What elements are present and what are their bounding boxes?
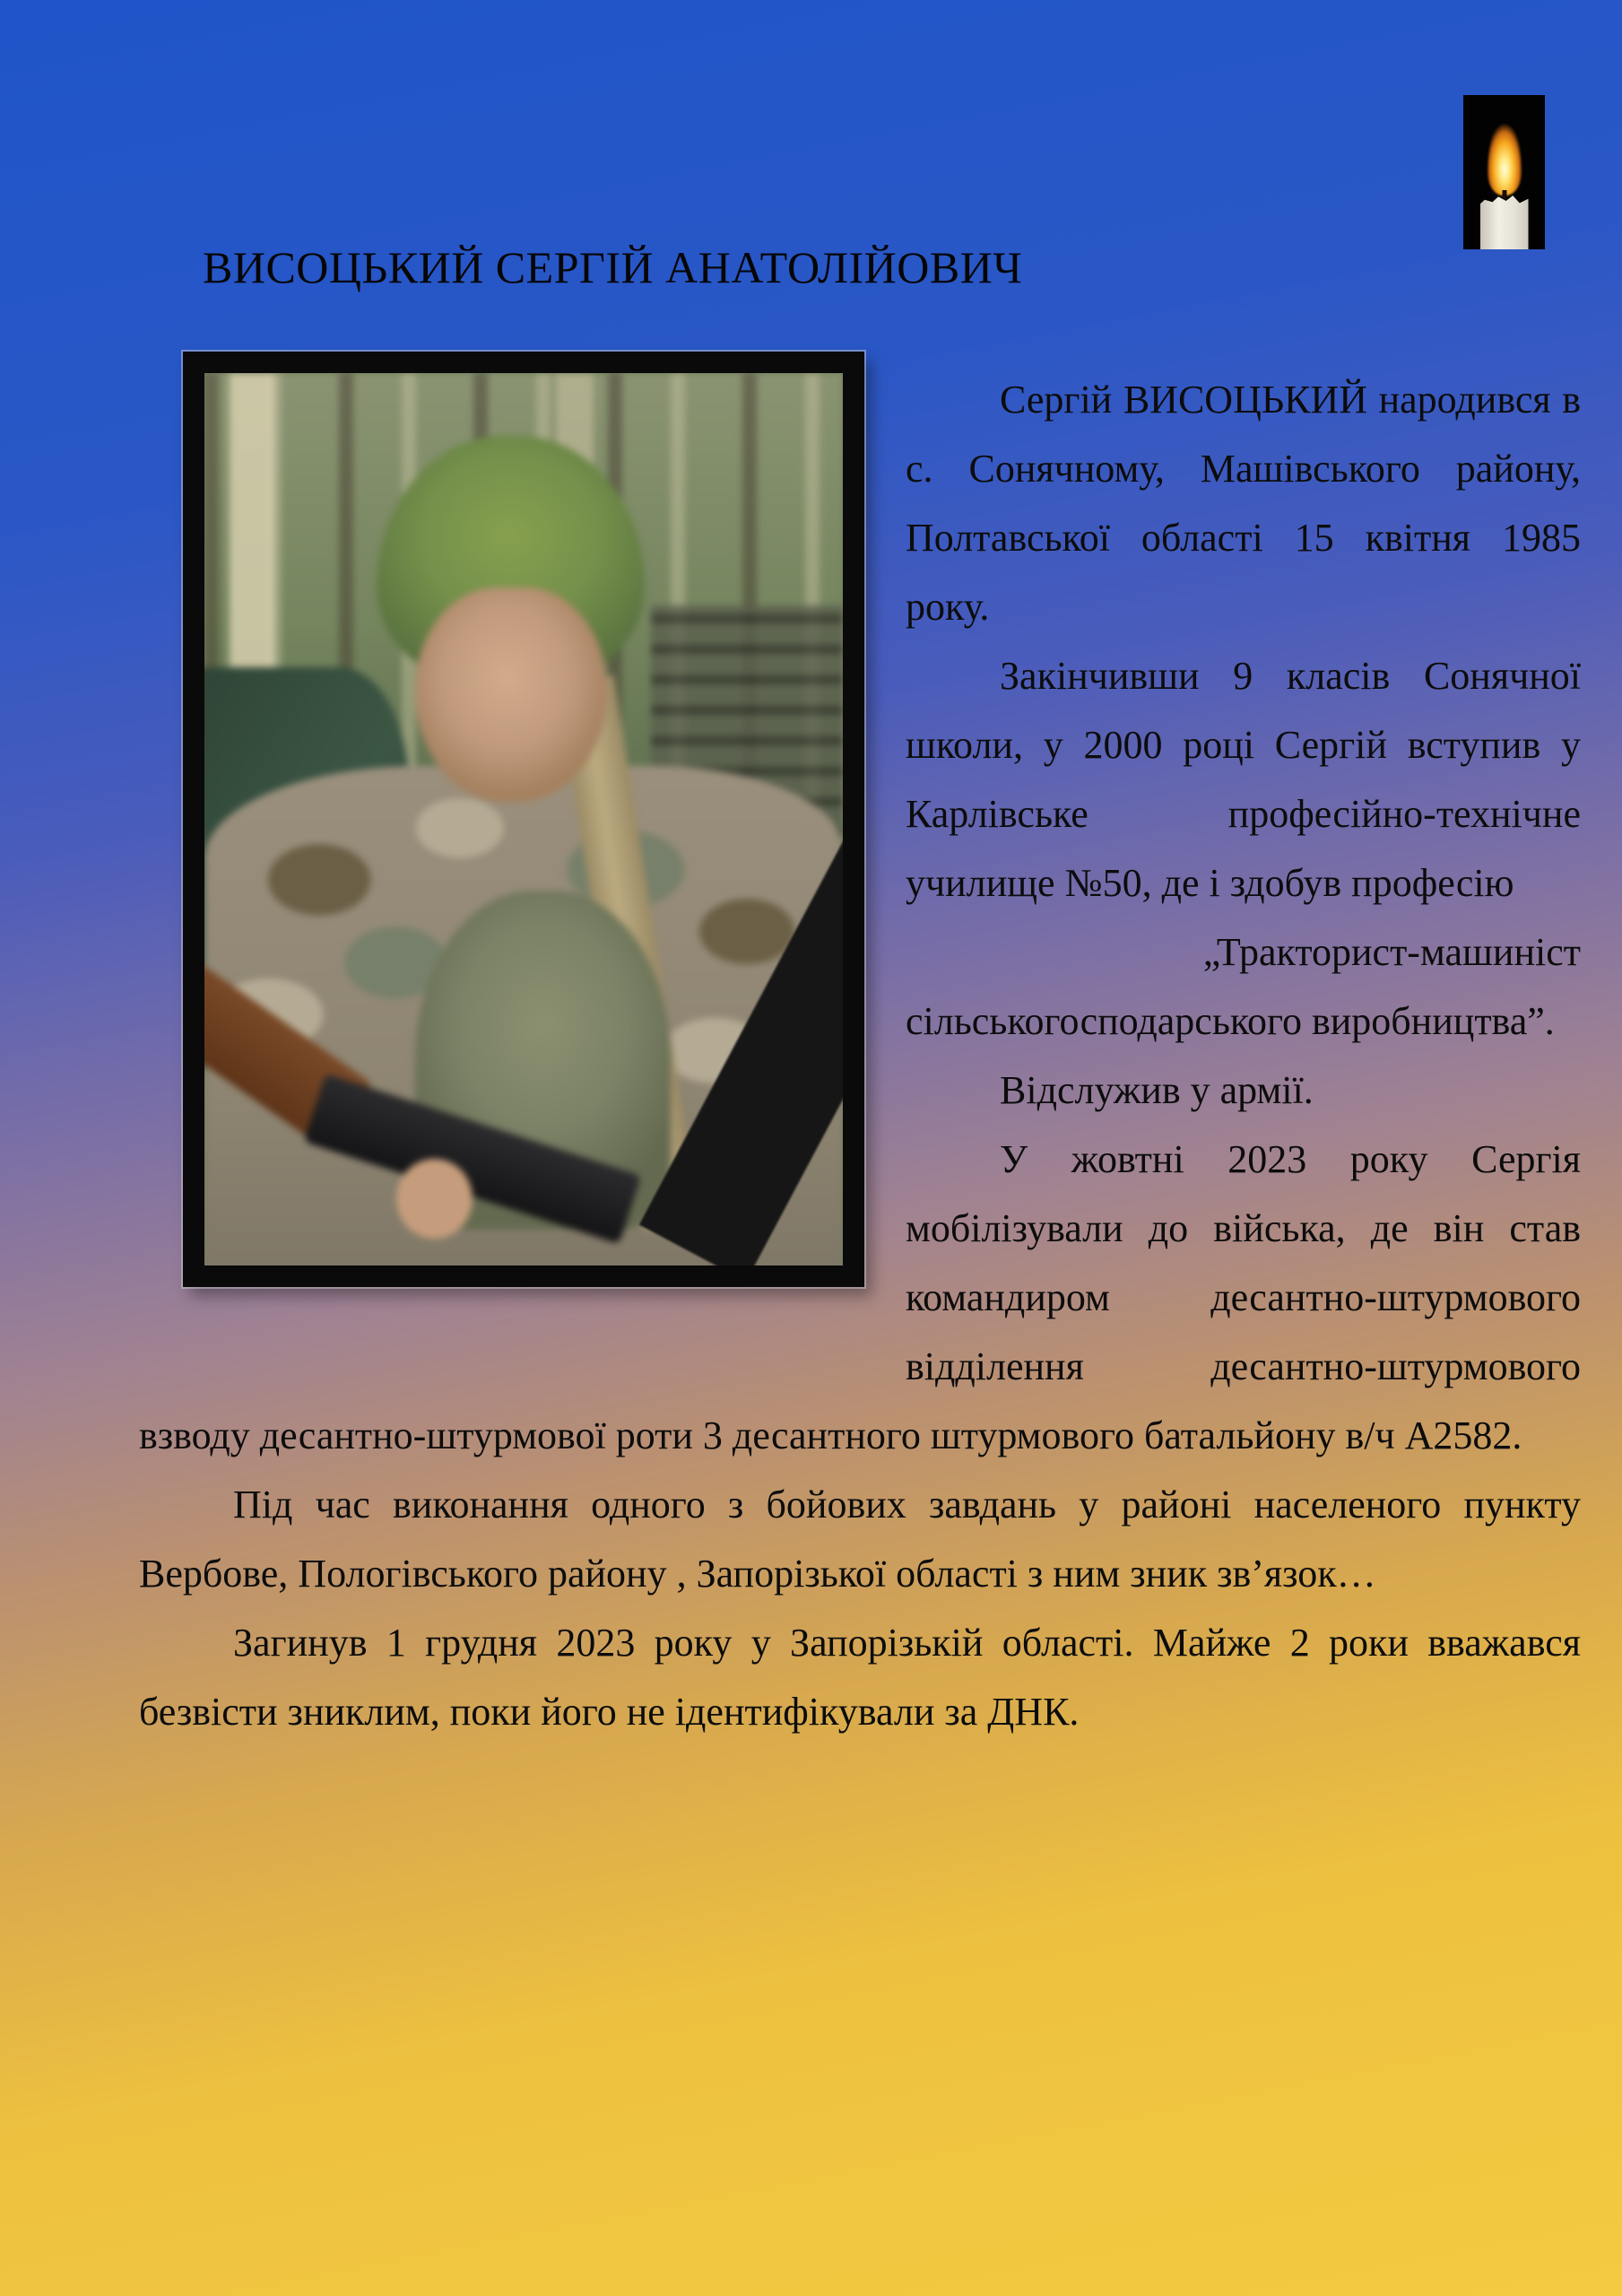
candle-flame [1488, 118, 1522, 196]
paragraph-profession-quote: „Тракторист-машиніст [1202, 930, 1581, 974]
soldier-hand [396, 1159, 473, 1239]
page-title: ВИСОЦЬКИЙ СЕРГІЙ АНАТОЛІЙОВИЧ [203, 242, 1023, 292]
paragraph-mobilization: У жовтні 2023 року Сергія мобілізували до війська, де він став командиром десантно-штурмового відділення десантно-штурмового взводу десантно-штурмової роти 3 десантного штурмового батальйону в/ч А2582. [139, 1137, 1581, 1457]
paragraph-education: Закінчивши 9 класів Сонячної школи, у 2000 році Сергій вступив у Карлівське професійно-технічне училище №50, де і здобув професію [906, 654, 1581, 905]
biography-text [139, 365, 1581, 1746]
paragraph-army-service: Відслужив у армії. [1000, 1068, 1314, 1112]
paragraph-birth: Сергій ВИСОЦЬКИЙ народився в с. Сонячному, Машівського району, Полтавської області 15 квітня 1985 року. [906, 378, 1581, 629]
paragraph-last-mission: Під час виконання одного з бойових завдань у районі населеного пункту Вербове, Пологівського району , Запорізької області з ним зник зв’язок… [139, 1483, 1581, 1596]
paragraph-death: Загинув 1 грудня 2023 року у Запорізькій області. Майже 2 роки вважався безвісти зниклим, поки його не ідентифікували за ДНК. [139, 1621, 1581, 1734]
memorial-candle-icon [1463, 95, 1545, 249]
document-body [139, 240, 1581, 1746]
soldier-face [415, 587, 607, 802]
paragraph-profession-continued: сільськогосподарського виробництва”. [906, 999, 1555, 1043]
photo-image [204, 373, 843, 1265]
memorial-photo [183, 352, 864, 1287]
